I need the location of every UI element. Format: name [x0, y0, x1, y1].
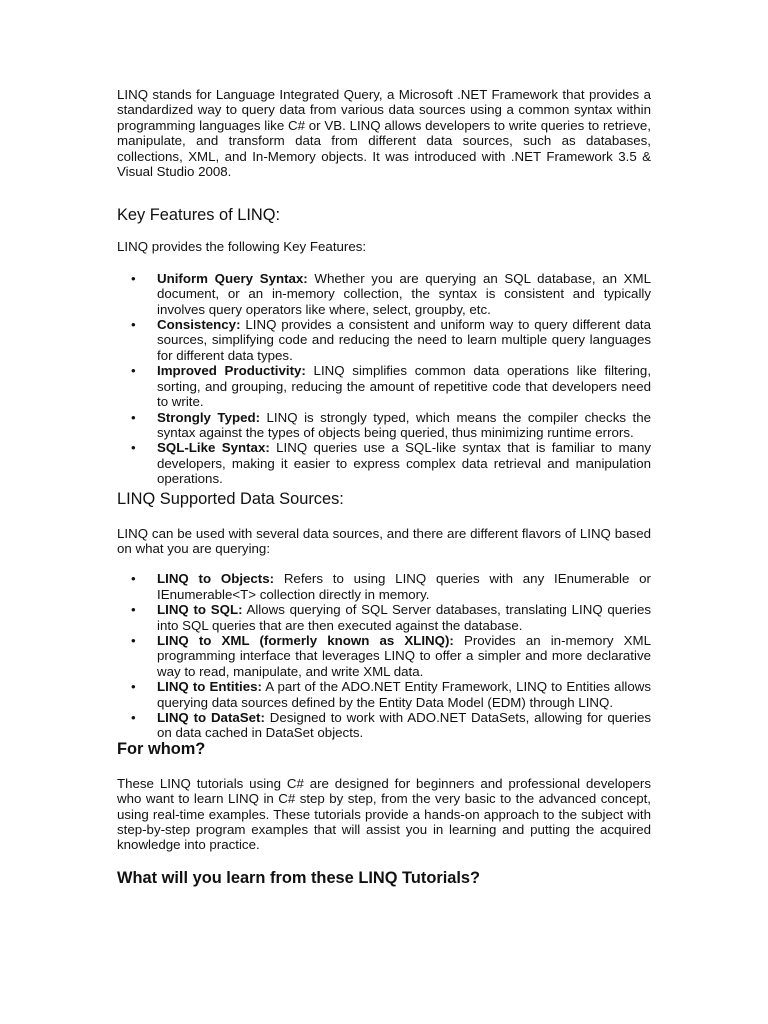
- item-text: LINQ provides a consistent and uniform way to query different data sources, simplifying code and reducing the need to learn multiple query languages for different data types.: [157, 317, 651, 363]
- item-term: Strongly Typed:: [157, 409, 261, 425]
- item-text: Designed to work with ADO.NET DataSets, allowing for queries on data cached in DataSet objects.: [157, 710, 651, 741]
- item-term: LINQ to XML (formerly known as XLINQ):: [157, 632, 454, 648]
- whom-heading: For whom?: [117, 739, 206, 758]
- list-item: [117, 602, 651, 633]
- list-item: [117, 410, 651, 441]
- list-item: [117, 633, 651, 679]
- item-term: Improved Productivity:: [157, 363, 306, 379]
- features-list: [117, 271, 651, 487]
- intro-paragraph: LINQ stands for Language Integrated Query, a Microsoft .NET Framework that provides a standardized way to query data from various data sources using a common syntax within programming languages like C# or VB. LINQ allows developers to write queries to retrieve, manipulate, and transform data from different data sources, such as databases, collections, XML, and In-Memory objects. It was introduced with .NET Framework 3.5 & Visual Studio 2008.: [117, 87, 651, 180]
- list-item: [117, 571, 651, 602]
- item-term: LINQ to Entities:: [157, 679, 262, 695]
- list-item: [117, 710, 651, 741]
- list-item: [117, 317, 651, 363]
- sources-heading: LINQ Supported Data Sources:: [117, 489, 344, 508]
- list-item: [117, 440, 651, 486]
- item-term: Uniform Query Syntax:: [157, 270, 308, 286]
- item-text: Provides an in-memory XML programming interface that leverages LINQ to offer a simpler and more declarative way to read, manipulate, and write XML data.: [157, 632, 651, 679]
- item-term: LINQ to SQL:: [157, 602, 243, 618]
- item-text: LINQ is strongly typed, which means the compiler checks the syntax against the types of objects being queried, thus minimizing runtime errors.: [157, 409, 651, 440]
- item-term: SQL-Like Syntax:: [157, 440, 270, 456]
- item-term: Consistency:: [157, 317, 241, 333]
- item-text: LINQ simplifies common data operations like filtering, sorting, and grouping, reducing the amount of repetitive code that developers need to write.: [157, 363, 652, 410]
- list-item: [117, 363, 651, 409]
- item-text: Refers to using LINQ queries with any IEnumerable or IEnumerable<T> collection directly in memory.: [157, 571, 651, 602]
- list-item: [117, 271, 651, 317]
- features-heading: Key Features of LINQ:: [117, 206, 281, 225]
- learn-heading: What will you learn from these LINQ Tutorials?: [117, 868, 481, 887]
- list-item: [117, 679, 651, 710]
- item-text: LINQ queries use a SQL-like syntax that is familiar to many developers, making it easier to express complex data retrieval and manipulation operations.: [157, 440, 651, 487]
- item-term: LINQ to DataSet:: [157, 710, 265, 725]
- features-lead: LINQ provides the following Key Features:: [117, 239, 367, 255]
- sources-list: [117, 571, 651, 740]
- sources-lead: LINQ can be used with several data sources, and there are different flavors of LINQ based on what you are querying:: [117, 525, 651, 556]
- item-text: Allows querying of SQL Server databases, translating LINQ queries into SQL queries that are then executed against the database.: [157, 602, 651, 633]
- item-term: LINQ to Objects:: [157, 571, 275, 587]
- item-text: Whether you are querying an SQL database, an XML document, or an in-memory collection, the syntax is consistent and typically involves query operators like where, select, groupby, etc.: [157, 270, 651, 317]
- item-text: A part of the ADO.NET Entity Framework, LINQ to Entities allows querying data sources defined by the Entity Data Model (EDM) through LINQ.: [157, 679, 651, 710]
- whom-paragraph: These LINQ tutorials using C# are designed for beginners and professional developers who want to learn LINQ in C# step by step, from the very basic to the advanced concept, using real-time examples. These tutorials provide a hands-on approach to the subject with step-by-step program examples that will assist you in learning and putting the acquired knowledge into practice.: [117, 775, 651, 853]
